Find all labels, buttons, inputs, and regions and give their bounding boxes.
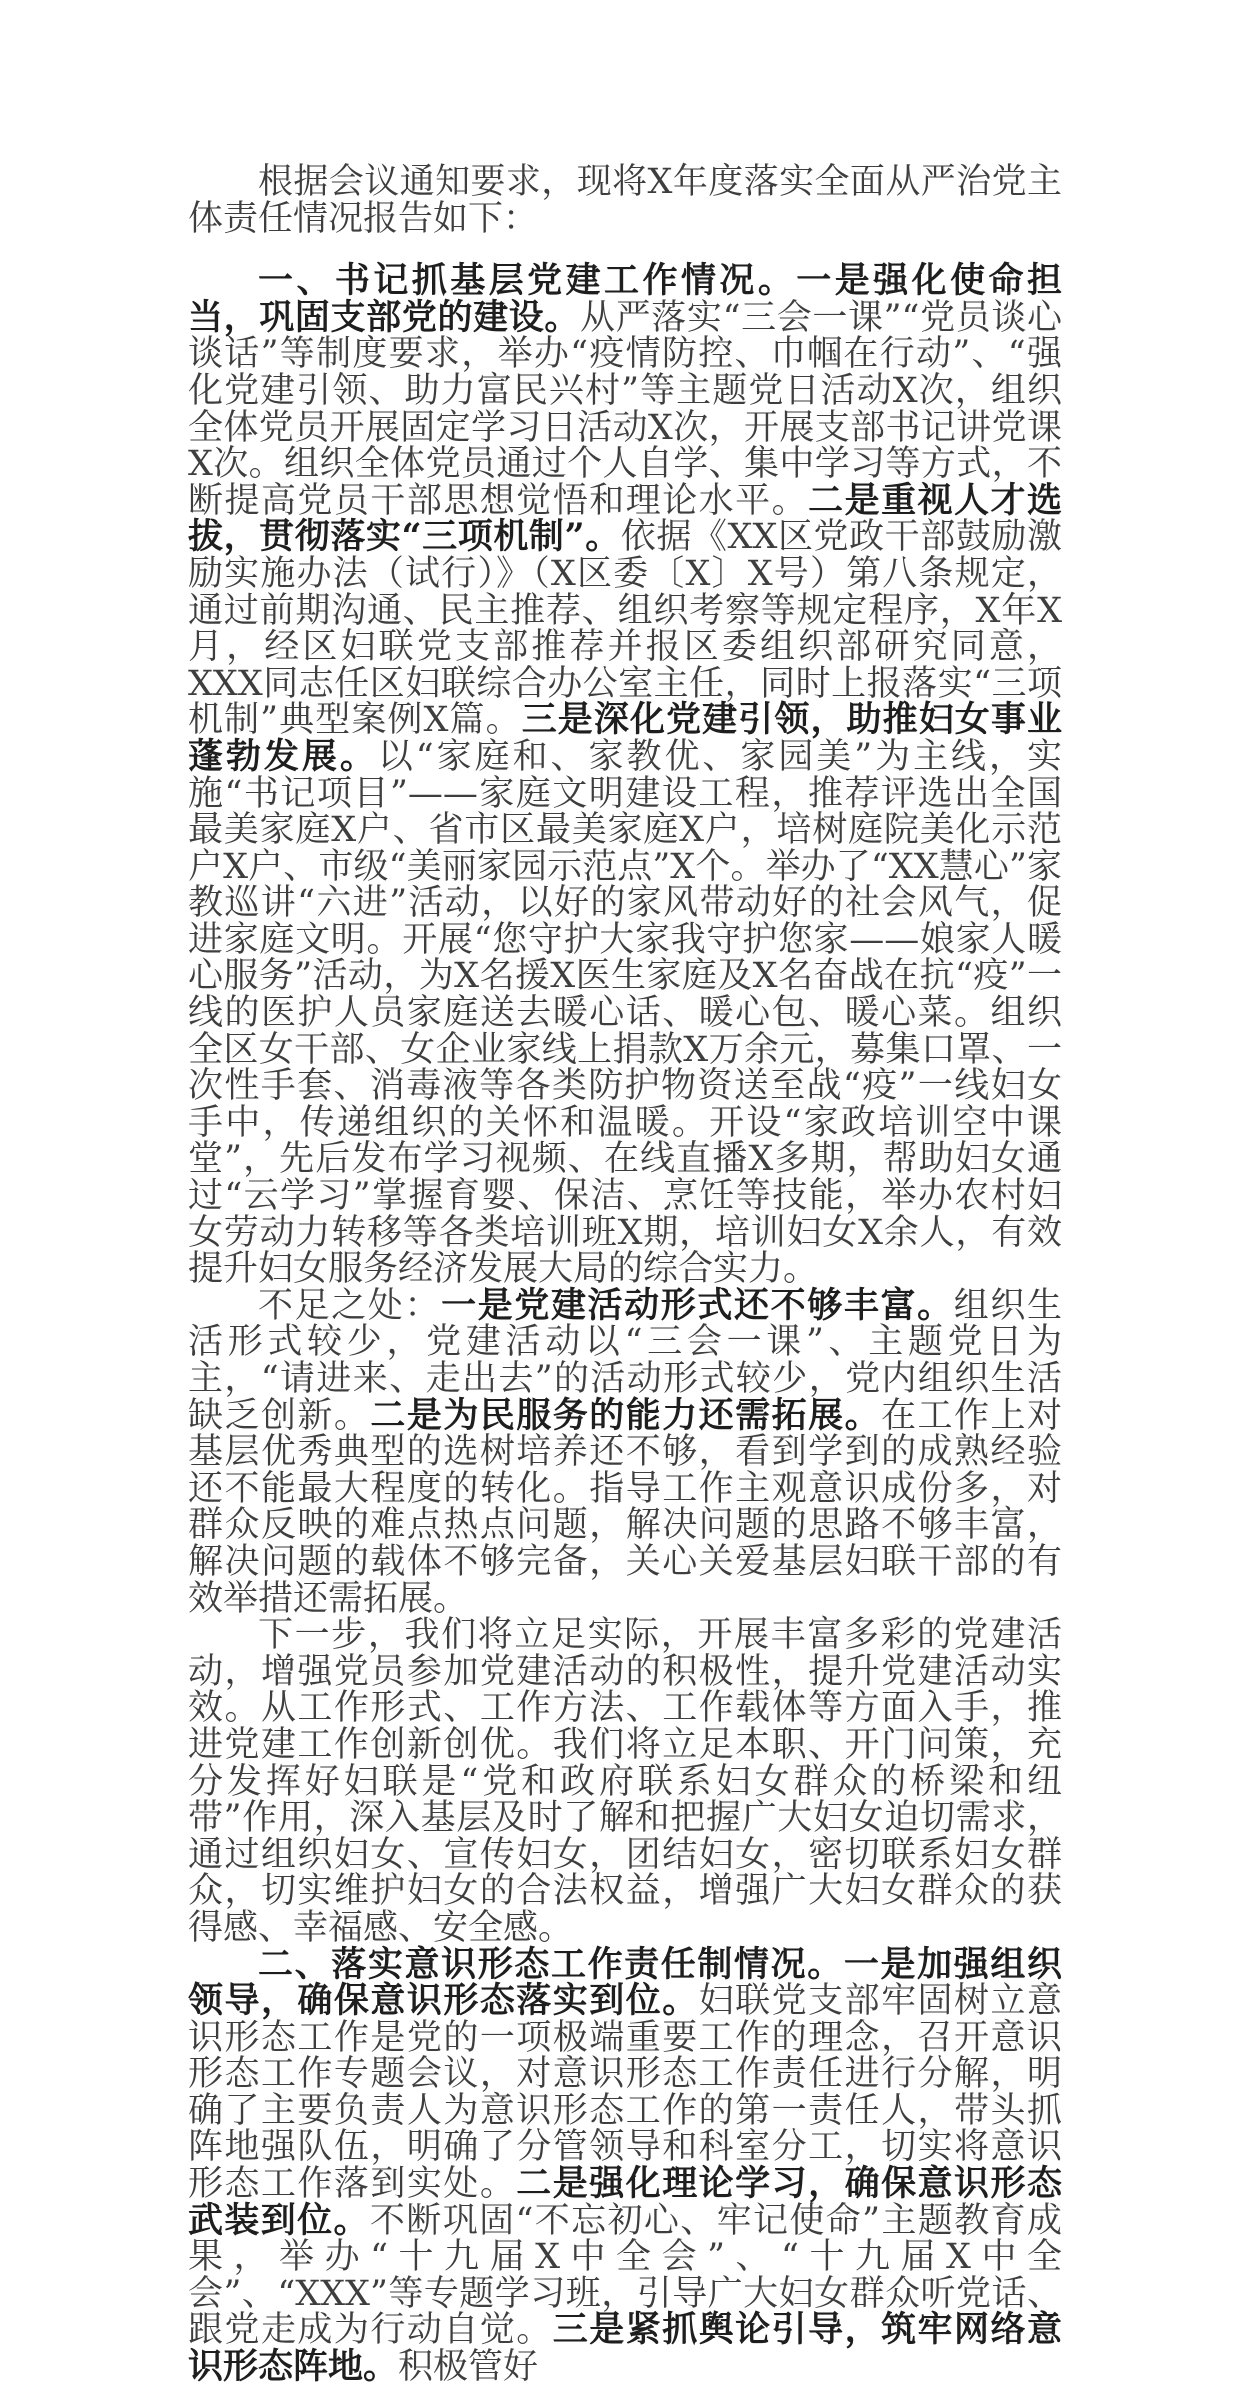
subheading: 一是党建活动形式还不够丰富。 [441, 1284, 954, 1326]
subheading: 二是重视人才选拔，贯彻落实“三项机制”。 [188, 479, 1062, 558]
next-steps-paragraph: 下一步，我们将立足实际，开展丰富多彩的党建活动，增强党员参加党建活动的积极性，提升党建活动实效。从工作形式、工作方法、工作载体等方面入手，推进党建工作创新创优。我们将立足本职、开门问策，充分发挥好妇联是“党和政府联系妇女群众的桥梁和纽带”作用，深入基层及时了解和把握广大妇女迫切需求，通过组织妇女、宣传妇女，团结妇女，密切联系妇女群众，切实维护妇女的合法权益，增强广大妇女群众的获得感、幸福感、安全感。 [188, 1615, 1062, 1948]
subheading: 三是紧抓舆论引导，筑牢网络意识形态阵地。 [188, 2309, 1062, 2387]
body-text: 组织生活形式较少，党建活动以“三会一课”、主题党日为主，“请进来、走出去”的活动形式较少，党内组织生活缺乏创新。 [188, 1285, 1062, 1436]
subheading: 二是强化理论学习，确保意识形态武装到位。 [188, 2163, 1062, 2241]
body-text: 不断巩固“不忘初心、牢记使命”主题教育成果，举办“十九届X中全会”、“十九届X中全会”、“XXX”等专题学习班，引导广大妇女群众听党话、跟党走成为行动自觉。 [188, 2200, 1062, 2351]
body-text: 依据《XX区党政干部鼓励激励实施办法（试行）》（X区委〔X〕X号）第八条规定，通过前期沟通、民主推荐、组织考察等规定程序，X年X月，经区妇联党支部推荐并报区委组织部研究同意，XXX同志任区妇联综合办公室主任，同时上报落实“三项机制”典型案例X篇。 [188, 517, 1062, 741]
section-one-paragraph [188, 260, 1062, 1290]
section-heading: 一、书记抓基层党建工作情况。一是强化使命担当，巩固支部党的建设。 [188, 260, 1062, 338]
intro-paragraph: 根据会议通知要求，现将X年度落实全面从严治党主体责任情况报告如下： [188, 162, 1062, 239]
body-text: 不足之处： [258, 1285, 442, 1326]
body-text: 从严落实“三会一课”“党员谈心谈话”等制度要求，举办“疫情防控、巾帼在行动”、“强化党建引领、助力富民兴村”等主题党日活动X次，组织全体党员开展固定学习日活动X次，开展支部书记讲党课X次。组织全体党员通过个人自学、集中学习等方式，不断提高党员干部思想觉悟和理论水平。 [188, 297, 1062, 521]
section-heading: 二、落实意识形态工作责任制情况。一是加强组织领导，确保意识形态落实到位。 [188, 1943, 1062, 2022]
section-two-paragraph [188, 1943, 1062, 2387]
subheading: 二是为民服务的能力还需拓展。 [370, 1394, 882, 1436]
body-text: 在工作上对基层优秀典型的选树培养还不够，看到学到的成熟经验还不能最大程度的转化。指导工作主观意识成份多，对群众反映的难点热点问题，解决问题的思路不够丰富，解决问题的载体不够完备，关心关爱基层妇联干部的有效举措还需拓展。 [188, 1395, 1062, 1619]
body-text: 妇联党支部牢固树立意识形态工作是党的一项极端重要工作的理念，召开意识形态工作专题会议，对意识形态工作责任进行分解，明确了主要负责人为意识形态工作的第一责任人，带头抓阵地强队伍，明确了分管领导和科室分工，切实将意识形态工作落到实处。 [188, 1981, 1062, 2205]
document-page [188, 164, 1062, 2386]
shortcomings-paragraph [188, 1284, 1062, 1619]
body-text: 积极管好 [398, 2347, 539, 2387]
body-text: 以“家庭和、家教优、家园美”为主线，实施“书记项目”——家庭文明建设工程，推荐评选出全国最美家庭X户、省市区最美家庭X户，培树庭院美化示范户X户、市级“美丽家园示范点”X个。举办了“XX慧心”家教巡讲“六进”活动，以好的家风带动好的社会风气，促进家庭文明。开展“您守护大家我守护您家——娘家人暖心服务”活动，为X名援X医生家庭及X名奋战在抗“疫”一线的医护人员家庭送去暖心话、暖心包、暖心菜。组织全区女干部、女企业家线上捐款X万余元，募集口罩、一次性手套、消毒液等各类防护物资送至战“疫”一线妇女手中，传递组织的关怀和温暖。开设“家政培训空中课堂”，先后发布学习视频、在线直播X多期，帮助妇女通过“云学习”掌握育婴、保洁、烹饪等技能，举办农村妇女劳动力转移等各类培训班X期，培训妇女X余人，有效提升妇女服务经济发展大局的综合实力。 [188, 736, 1062, 1290]
subheading: 三是深化党建引领，助推妇女事业蓬勃发展。 [188, 699, 1062, 777]
